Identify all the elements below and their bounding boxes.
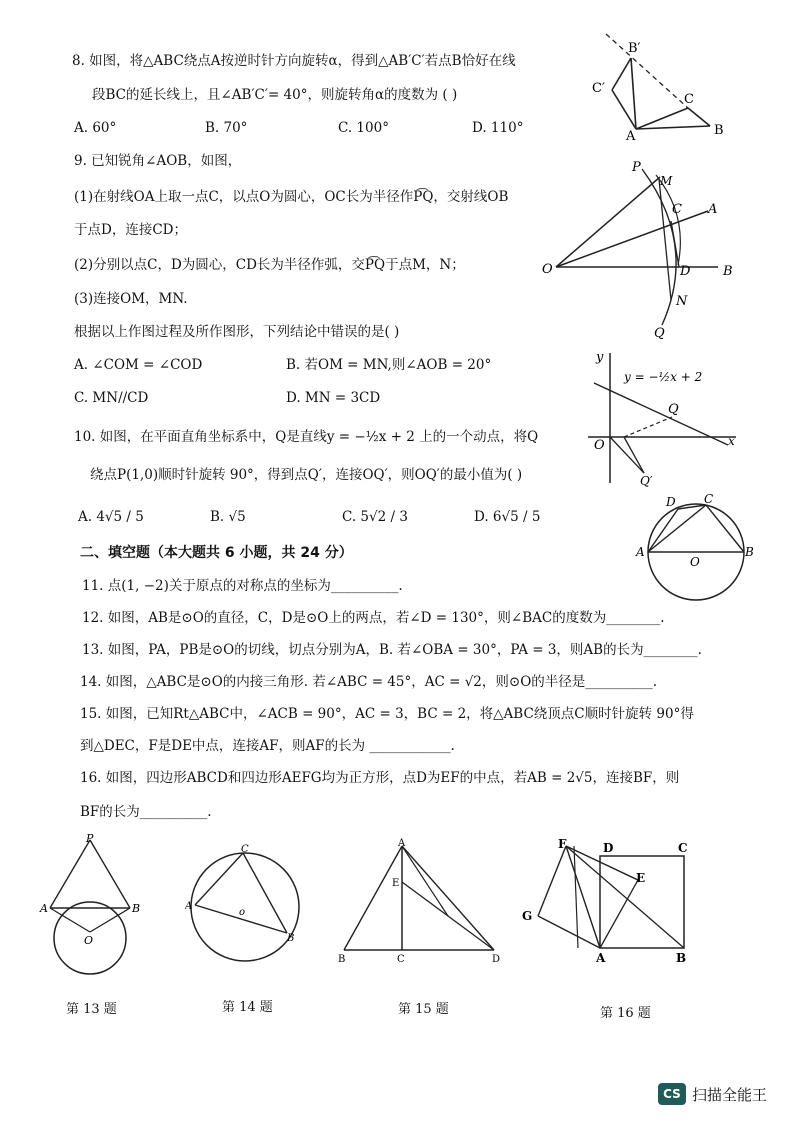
svg-text:x: x [728,434,735,448]
svg-text:y: y [596,350,604,365]
svg-text:C: C [397,954,405,965]
q13-figure [38,832,148,977]
svg-text:B: B [723,264,733,279]
cs-logo-icon: CS [658,1083,686,1105]
svg-text:C: C [672,202,682,217]
q14-figure [185,843,305,968]
q8-label-c-prime: C′ [592,81,605,96]
scanner-name: 扫描全能王 [692,1085,768,1104]
svg-text:P: P [632,160,641,175]
q12-figure [634,490,759,605]
q8-option-d: D. 110° [472,120,524,136]
svg-text:A: A [185,901,193,912]
svg-text:O: O [594,438,605,453]
q9-option-b: B. 若OM = MN,则∠AOB = 20° [286,357,492,373]
svg-text:N: N [676,294,688,309]
q10-option-a: A. 4√5 / 5 [78,509,144,525]
q10-line1: 10. 如图，在平面直角坐标系中，Q是直线y = −½x + 2 上的一个动点，将Q [74,429,539,445]
svg-text:O: O [690,555,700,569]
svg-text:D: D [603,841,614,855]
q15-line1: 15. 如图，已知Rt△ABC中，∠ACB = 90°，AC = 3，BC = 2，将△ABC绕顶点C顺时针旋转 90°得 [80,706,694,722]
svg-text:A: A [636,545,645,559]
svg-text:E: E [392,878,400,889]
scanner-watermark [658,1083,767,1105]
caption-q13: 第 13 题 [66,1002,117,1017]
q9-option-d: D. MN = 3CD [286,390,381,406]
q13: 13. 如图，PA，PB是⊙O的切线，切点分别为A，B. 若∠OBA = 30°，PA = 3，则AB的长为________. [82,642,702,658]
svg-text:B: B [338,954,346,965]
svg-text:y = −½x + 2: y = −½x + 2 [624,370,703,384]
q8-option-c: C. 100° [338,120,389,136]
svg-text:Q′: Q′ [640,474,653,488]
q15-figure [332,838,512,973]
q10-option-b: B. √5 [210,509,246,525]
svg-text:O: O [84,934,94,947]
svg-text:A: A [596,951,606,965]
svg-text:A: A [40,902,48,915]
svg-text:C: C [704,492,714,506]
svg-text:M: M [660,174,673,188]
svg-text:A: A [708,202,718,217]
q8-label-c: C [684,92,694,107]
q8-option-a: A. 60° [74,120,117,136]
svg-text:D: D [492,954,501,965]
q9-line3: 于点D，连接CD； [74,222,187,238]
q8-label-b: B [714,123,724,138]
svg-text:B: B [745,545,754,559]
q16-line1: 16. 如图，四边形ABCD和四边形AEFG均为正方形，点D为EF的中点，若AB = 2√5，连接BF，则 [80,770,680,786]
q8-line1: 8. 如图，将△ABC绕点A按逆时针方向旋转α，得到△AB′C′若点B恰好在线 [72,53,516,69]
section-title: 二、填空题（本大题共 6 小题，共 24 分） [80,545,353,561]
caption-q16: 第 16 题 [600,1006,651,1021]
q16-line2: BF的长为__________. [80,804,212,820]
q9-line4: (2)分别以点C，D为圆心，CD长为半径作弧，交P͡Q于点M，N； [74,257,465,273]
svg-text:P: P [86,832,94,845]
svg-text:F: F [558,837,567,851]
q9-option-a: A. ∠COM = ∠COD [74,357,203,373]
q9-option-c: C. MN//CD [74,390,149,406]
svg-text:Q: Q [654,326,665,341]
caption-q15: 第 15 题 [398,1002,449,1017]
q14: 14. 如图，△ABC是⊙O的内接三角形. 若∠ABC = 45°，AC = √2，则⊙O的半径是__________. [80,674,658,690]
q12: 12. 如图，AB是⊙O的直径，C，D是⊙O上的两点，若∠D = 130°，则∠BAC的度数为________. [82,610,665,626]
svg-text:D: D [680,264,691,279]
q8-label-b-prime: B′ [628,41,641,56]
q9-line2: (1)在射线OA上取一点C，以点O为圆心，OC长为半径作P͡Q，交射线OB [74,189,509,205]
q10-option-d: D. 6√5 / 5 [474,509,541,525]
svg-text:B: B [132,902,141,915]
svg-text:E: E [636,871,646,885]
svg-text:C: C [241,844,249,855]
q9-line5: (3)连接OM，MN. [74,291,188,307]
q8-option-b: B. 70° [205,120,248,136]
q16-figure [518,836,698,971]
q9-figure [538,155,738,345]
q8-line2: 段BC的延长线上，且∠AB′C′= 40°，则旋转角α的度数为 ( ) [92,87,458,103]
q8-label-a: A [626,129,636,144]
q11: 11. 点(1, −2)关于原点的对称点的坐标为__________. [82,578,403,594]
q9-line6: 根据以上作图过程及所作图形，下列结论中错误的是( ) [74,324,400,340]
q10-option-c: C. 5√2 / 3 [342,509,408,525]
svg-text:o: o [239,907,246,918]
svg-text:G: G [522,909,533,923]
svg-text:D: D [666,495,676,509]
svg-text:B: B [676,951,687,965]
q15-line2: 到△DEC，F是DE中点，连接AF，则AF的长为 ____________. [80,738,455,754]
svg-text:C: C [678,841,688,855]
svg-text:O: O [542,262,553,277]
q10-figure [588,345,738,490]
caption-q14: 第 14 题 [222,1000,273,1015]
svg-text:A: A [398,838,406,849]
svg-text:B: B [287,933,295,944]
q9-line1: 9. 已知锐角∠AOB，如图， [74,153,242,169]
q8-figure [588,30,738,145]
svg-text:Q: Q [668,402,679,417]
q10-line2: 绕点P(1,0)顺时针旋转 90°，得到点Q′，连接OQ′，则OQ′的最小值为( ) [90,467,523,483]
